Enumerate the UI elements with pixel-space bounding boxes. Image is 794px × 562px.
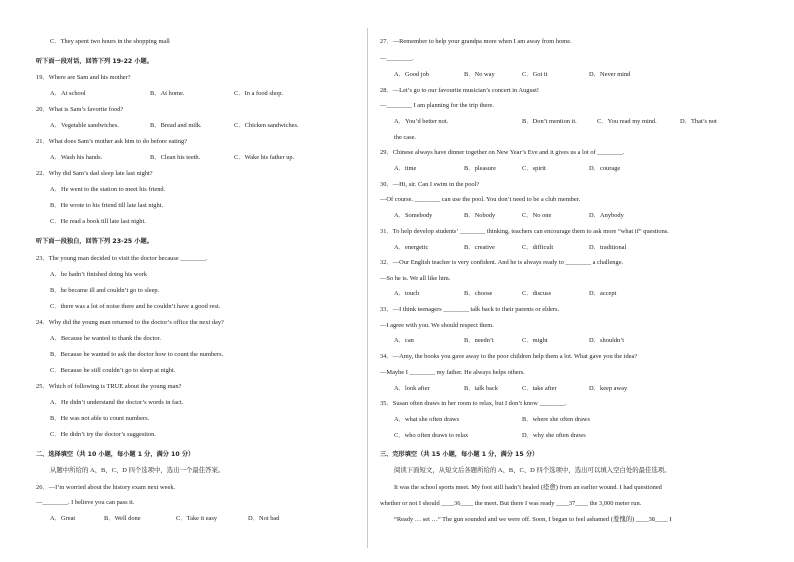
answer-option: B．Nobody [464, 212, 496, 219]
answer-option: D．Not bad [248, 515, 280, 522]
answer-option: B．needn’t [464, 337, 494, 344]
answer-option: C．You read my mind. [597, 118, 657, 125]
question-text: 从题中所给的 A、B、C、D 四个选项中，选出一个最佳答案。 [50, 467, 225, 474]
answer-option: B．pleasure [464, 165, 496, 172]
answer-option: C．there was a lot of noise there and he couldn’t have a good rest. [50, 303, 221, 310]
question-text: 34．—Amy, the books you gave away to the poor children help them a lot. What gave you the idea? [380, 353, 638, 360]
answer-option: C．take after [522, 385, 557, 392]
answer-option: B．No way [464, 71, 495, 78]
question-text: —So he is. We all like him. [380, 275, 451, 282]
answer-option: A．Wash his hands. [50, 154, 103, 161]
answer-option: D．shouldn’t [589, 337, 625, 344]
answer-option: B．where she often draws [522, 416, 590, 423]
answer-option: C．who often draws to relax [394, 432, 469, 439]
answer-option: B．creative [464, 244, 495, 251]
question-text: 26．—I’m worried about the history exam next week. [36, 484, 176, 491]
question-text: —________. I believe you can pass it. [36, 499, 135, 506]
answer-option: A．look after [394, 385, 430, 392]
question-text: 29．Chinese always have dinner together on New Year’s Eve and it gives us a lot of ________. [380, 149, 625, 156]
answer-option: C．Take it easy [176, 515, 218, 522]
answer-option: C．No one [522, 212, 552, 219]
question-text: the case. [394, 134, 416, 141]
question-text: 28．—Let’s go to our favourite musician’s concert in August! [380, 87, 540, 94]
section-heading: 听下面一段对话，回答下列 19-22 小题。 [36, 58, 153, 65]
answer-option: A．Somebody [394, 212, 433, 219]
answer-option: C．He read a book till late last night. [50, 218, 146, 225]
question-text: 27．—Remember to help your grandpa more when I am away from home. [380, 38, 572, 45]
answer-option: B．talk back [464, 385, 498, 392]
answer-option: A．can [394, 337, 414, 344]
answer-option: A．He didn’t understand the doctor’s words in fact. [50, 399, 184, 406]
question-text: 35．Susan often draws in her room to relax, but I don’t know ________. [380, 400, 567, 407]
question-text: It was the school sports meet. My foot still hadn’t healed (痊愈) from an earlier wound. I had questioned [394, 484, 662, 491]
question-text: 阅读下面短文，从短文后各题所给的 A、B、C、D 四个选项中，选出可以填入空白处的最佳选项。 [394, 467, 671, 474]
answer-option: A．what she often draws [394, 416, 460, 423]
answer-option: D．courage [589, 165, 621, 172]
column-divider [367, 28, 368, 548]
answer-option: A．He went to the station to meet his friend. [50, 186, 166, 193]
question-text: 33．—I think teenagers ________ talk back to their parents or elders. [380, 306, 560, 313]
answer-option: B．He was not able to count numbers. [50, 415, 150, 422]
question-text: 24．Why did the young man returned to the doctor’s office the next day? [36, 319, 224, 326]
answer-option: B．Clean his teeth. [150, 154, 201, 161]
answer-option: B．At home. [150, 90, 185, 97]
question-text: 25．Which of following is TRUE about the young man? [36, 383, 182, 390]
answer-option: B．Well done [104, 515, 141, 522]
answer-option: C．In a food shop. [234, 90, 283, 97]
answer-option: D．Anybody [589, 212, 624, 219]
answer-option: A．he hadn’t finished doing his work [50, 271, 147, 278]
answer-option: A．Great [50, 515, 76, 522]
answer-option: D．Never mind [589, 71, 631, 78]
question-text: 21．What does Sam’s mother ask him to do before eating? [36, 138, 188, 145]
answer-option: B．He wrote to his friend till late last night. [50, 202, 164, 209]
answer-option: C．He didn’t try the doctor’s suggestion. [50, 431, 156, 438]
answer-option: B．Because he wanted to ask the doctor how to count the numbers. [50, 351, 224, 358]
section-heading: 听下面一段独白，回答下列 23-25 小题。 [36, 238, 153, 245]
answer-option: B．Don’t mention it. [522, 118, 577, 125]
answer-option: C．discuss [522, 290, 552, 297]
answer-option: C．Chicken sandwiches. [234, 122, 299, 129]
question-text: 20．What is Sam’s favorite food? [36, 106, 124, 113]
section-heading: 二、选择填空（共 10 小题，每小题 1 分，满分 10 分） [36, 451, 195, 458]
answer-option: A．You’d better not. [394, 118, 449, 125]
answer-option: D．keep away [589, 385, 628, 392]
question-text: 31．To help develop students’ ________ thinking, teachers can encourage them to ask more “what if” questions. [380, 228, 669, 235]
answer-option: A．Because he wanted to thank the doctor. [50, 335, 161, 342]
question-text: —Of course. ________ can use the pool. You don’t need to be a club member. [380, 196, 581, 203]
answer-option: D．That’s not [680, 118, 717, 125]
answer-option: C．They spent two hours in the shopping mall [50, 38, 170, 45]
question-text: —________. [380, 55, 414, 62]
question-text: —Maybe I ________ my father. He always helps others. [380, 369, 525, 376]
question-text: 23．The young man decided to visit the doctor because ________. [36, 255, 208, 262]
section-heading: 三、完形填空（共 15 小题，每小题 1 分，满分 15 分） [380, 451, 539, 458]
question-text: 22．Why did Sam’s dad sleep late last night? [36, 170, 153, 177]
question-text: —I agree with you. We should respect them. [380, 322, 494, 329]
answer-option: B．Bread and milk. [150, 122, 202, 129]
answer-option: C．might [522, 337, 548, 344]
answer-option: A．energetic [394, 244, 429, 251]
answer-option: A．touch [394, 290, 420, 297]
answer-option: A．At school [50, 90, 86, 97]
answer-option: B．choose [464, 290, 493, 297]
answer-option: D．traditional [589, 244, 627, 251]
answer-option: D．accept [589, 290, 617, 297]
answer-option: C．Got it [522, 71, 548, 78]
question-text: 32．—Our English teacher is very confident. And he is always ready to ________ a challenge. [380, 259, 624, 266]
answer-option: A．Good job [394, 71, 429, 78]
answer-option: C．spirit [522, 165, 546, 172]
question-text: “Ready … set …” The gun sounded and we were off. Soon, I began to feel ashamed (羞愧的) ____38____ I [394, 516, 672, 523]
question-text: whether or not I should ____36____ the meet. But there I was ready ____37____ the 3,000 meter run. [380, 500, 642, 507]
answer-option: A．Vegetable sandwiches. [50, 122, 119, 129]
answer-option: A．time [394, 165, 417, 172]
answer-option: C．Wake his father up. [234, 154, 295, 161]
answer-option: D．why she often draws [522, 432, 586, 439]
answer-option: C．Because he still couldn’t go to sleep at night. [50, 367, 176, 374]
question-text: —________ I am planning for the trip there. [380, 102, 494, 109]
answer-option: C．difficult [522, 244, 554, 251]
question-text: 30．—Hi, sir. Can I swim in the pool? [380, 181, 480, 188]
answer-option: B．he became ill and couldn’t go to sleep. [50, 287, 160, 294]
question-text: 19．Where are Sam and his mother? [36, 74, 131, 81]
